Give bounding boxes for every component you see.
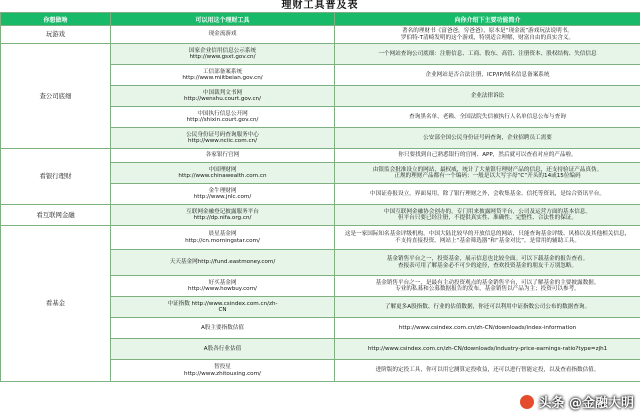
toutiao-logo-icon	[519, 394, 535, 410]
tool-url: http://www.nciic.com.cn/	[188, 138, 257, 144]
description-line: 中国证券报设立，界面易用，除了银行理财之外，会收集基金、信托等资讯，是综合资讯平台。	[370, 190, 605, 197]
description-cell	[335, 250, 640, 276]
category-cell: 查公司底细	[1, 44, 111, 149]
description-line: 查报表可用了解基金必不可少的途径，查欢投资基金的朋友千万别忽略。	[397, 262, 577, 269]
description-cell	[335, 297, 640, 318]
header-description: 向你介绍下主要功能简介	[335, 13, 640, 26]
description-cell	[335, 205, 640, 226]
watermark-text: 头条 @金融大明	[538, 396, 634, 411]
tool-cell	[111, 26, 335, 44]
category-cell: 看基金	[1, 226, 111, 382]
tool-cell	[111, 163, 335, 184]
description-cell	[335, 44, 640, 65]
description-line: 进阶版的定投工具，你可以用它测算定投收益，还可以进行智能定投，以及查看指数估值。	[375, 367, 600, 374]
table-row	[1, 44, 640, 65]
tool-name: 工信部备案系统	[202, 68, 243, 75]
description-cell	[335, 26, 640, 44]
tool-name: 晨星基金网	[208, 231, 237, 238]
header-row	[1, 13, 640, 26]
tool-name: A股各行业估值	[203, 345, 242, 352]
tool-cell	[111, 297, 335, 318]
tool-name: 中国执行信息公开网	[197, 110, 248, 117]
header-tool: 可以用这个理财工具	[111, 13, 335, 26]
tool-url: http://www.chinawealth.com.cn	[178, 173, 267, 179]
table-row	[1, 226, 640, 250]
tool-url: http://shixin.court.gov.cn/	[186, 117, 259, 123]
description-line: 你只要找到自己熟悉银行的官网、APP，然后就可以查看对应的产品啦。	[398, 152, 577, 159]
tool-cell	[111, 65, 335, 86]
watermark	[519, 392, 634, 411]
table-row	[1, 149, 640, 163]
description-cell	[335, 163, 640, 184]
tool-cell	[111, 226, 335, 250]
description-cell	[335, 339, 640, 360]
tool-url: http://www.gsxt.gov.cn/	[189, 54, 256, 60]
description-line: 正规的理财产品都有一个编码：一般是以大写字母“C”开头的14或15位编码	[394, 173, 581, 179]
table-title: 理财工具普及表	[281, 0, 359, 11]
tool-url: http://dp.nifa.org.cn/	[193, 215, 252, 221]
description-line: http://www.csindex.com.cn/zh-CN/downloads/index-information	[398, 324, 577, 331]
tool-name: A股主要指数估值	[201, 324, 244, 331]
description-cell	[335, 86, 640, 107]
tool-name: 各家银行官网	[205, 152, 240, 159]
description-line: 不支持直接投资，网站上“基金筛选器”和“基金对比”，是常用的辅助工具。	[395, 237, 580, 244]
description-line: 这是一家国际知名基金评级机构，中国大陆比较早的开放信息的网站，只能查询基金评级、风格以及其他相关信息，	[344, 231, 631, 238]
tool-cell	[111, 318, 335, 339]
description-line: 专业的私募和公募数据报告的发布，基金销售以产品为主；投资可以参考。	[395, 286, 580, 292]
description-line: 罗伯特-T清崎发明的这个游戏，特别适合理解，财富自由的真实含义。	[400, 34, 575, 41]
category-cell: 看互联网金融	[1, 205, 111, 226]
description-cell	[335, 276, 640, 297]
tool-name: 国家企业信用信息公示系统	[188, 47, 257, 54]
description-line: 公安部全国公民身份证号码查询，企业招聘员工需要	[423, 134, 552, 141]
tool-cell	[111, 339, 335, 360]
tool-cell	[111, 128, 335, 149]
tool-name: 金牛理财网	[208, 187, 237, 194]
description-line: http://www.csindex.com.cn/zh-CN/downloads/industry-price-earnings-ratio?type=zjh1	[367, 345, 608, 352]
tool-name: 中国裁判文书网	[202, 89, 243, 96]
description-cell	[335, 360, 640, 382]
tool-name: 公民身份证号码查询服务中心	[186, 131, 259, 138]
description-line: 中国互联网金融协会创办的。专门用来披露网贷平台，公司及运营方面的基本信息。	[384, 208, 591, 215]
category-cell: 看银行理财	[1, 149, 111, 205]
table-row	[1, 26, 640, 44]
description-line: 基金销售平台之一，投资基金，展示信息也比较全面。可以下载基金的报告查看。	[386, 256, 589, 263]
tool-cell	[111, 86, 335, 107]
tool-name: 好买基金网	[208, 279, 237, 286]
description-cell	[335, 65, 640, 86]
category-cell: 玩游戏	[1, 26, 111, 44]
description-cell	[335, 318, 640, 339]
tool-cell	[111, 250, 335, 276]
finance-tools-table	[0, 12, 640, 382]
tool-name: 智投星	[214, 364, 231, 371]
description-line: 查询黑名单、老赖、全国法院失信被执行人名单信息公布与查询	[409, 113, 566, 120]
description-cell	[335, 128, 640, 149]
description-line: 基金销售平台之一，是最有主动投资观点的基金销售平台，可以了解基金的主要披露数据。	[375, 279, 600, 286]
description-line: 了解更多A股指数、行业的估值数据，你还可以利用中证指数公司公布的数据查询。	[384, 303, 591, 310]
tool-cell	[111, 184, 335, 205]
tool-cell	[111, 44, 335, 65]
table-row	[1, 205, 640, 226]
description-line: 由银监会批准设立的网站，最权威，统计了大量银行理财产品的信息，还支持验证产品真伪。	[372, 166, 603, 173]
tool-name: 互联网金融登记披露服务平台	[186, 208, 259, 215]
tool-cell	[111, 276, 335, 297]
table-body	[1, 26, 640, 382]
description-line: 企业网站是否合法注册，ICP/IP/域名信息备案系统	[425, 71, 550, 78]
tool-cell	[111, 360, 335, 382]
tool-url: CN	[218, 307, 227, 313]
tool-url: http://wenshu.court.gov.cn/	[184, 96, 261, 102]
tool-url: http://www.zhitouxing.com/	[184, 370, 261, 377]
tool-url: http://www.jnlc.com/	[193, 194, 252, 200]
tool-name: 中证指数 http://www.csindex.com.cn/zh-	[167, 300, 278, 307]
tool-url: http://cn.morningstar.com/	[185, 237, 260, 244]
description-cell	[335, 184, 640, 205]
description-line: 但平台只要已经注册，不提供真实性、准确性、完整性、合法性的保证。	[397, 215, 577, 221]
description-cell	[335, 107, 640, 128]
tool-cell	[111, 107, 335, 128]
tool-name: 天天基金网http://fund.eastmoney.com/	[169, 259, 276, 266]
header-purpose: 你想做啥	[1, 13, 111, 26]
description-line: 著名的理财书《富爸爸，穷爸爸》，原本是“现金流”游戏玩法说明书。	[402, 28, 573, 35]
tool-url: http://www.howbuy.com/	[188, 286, 257, 292]
tool-url: http://www.miitbeian.gov.cn/	[182, 75, 263, 81]
tool-cell	[111, 205, 335, 226]
tool-name: 中国理财网	[208, 166, 237, 173]
description-cell	[335, 226, 640, 250]
description-cell	[335, 149, 640, 163]
description-line: 一个网站查询公司底细：注册信息、工商、股东、高管、注册资本、股权结构、失信信息	[378, 50, 597, 57]
description-line: 企业法律诉讼	[470, 92, 505, 99]
tool-name: 现金流游戏	[208, 31, 237, 38]
tool-cell	[111, 149, 335, 163]
